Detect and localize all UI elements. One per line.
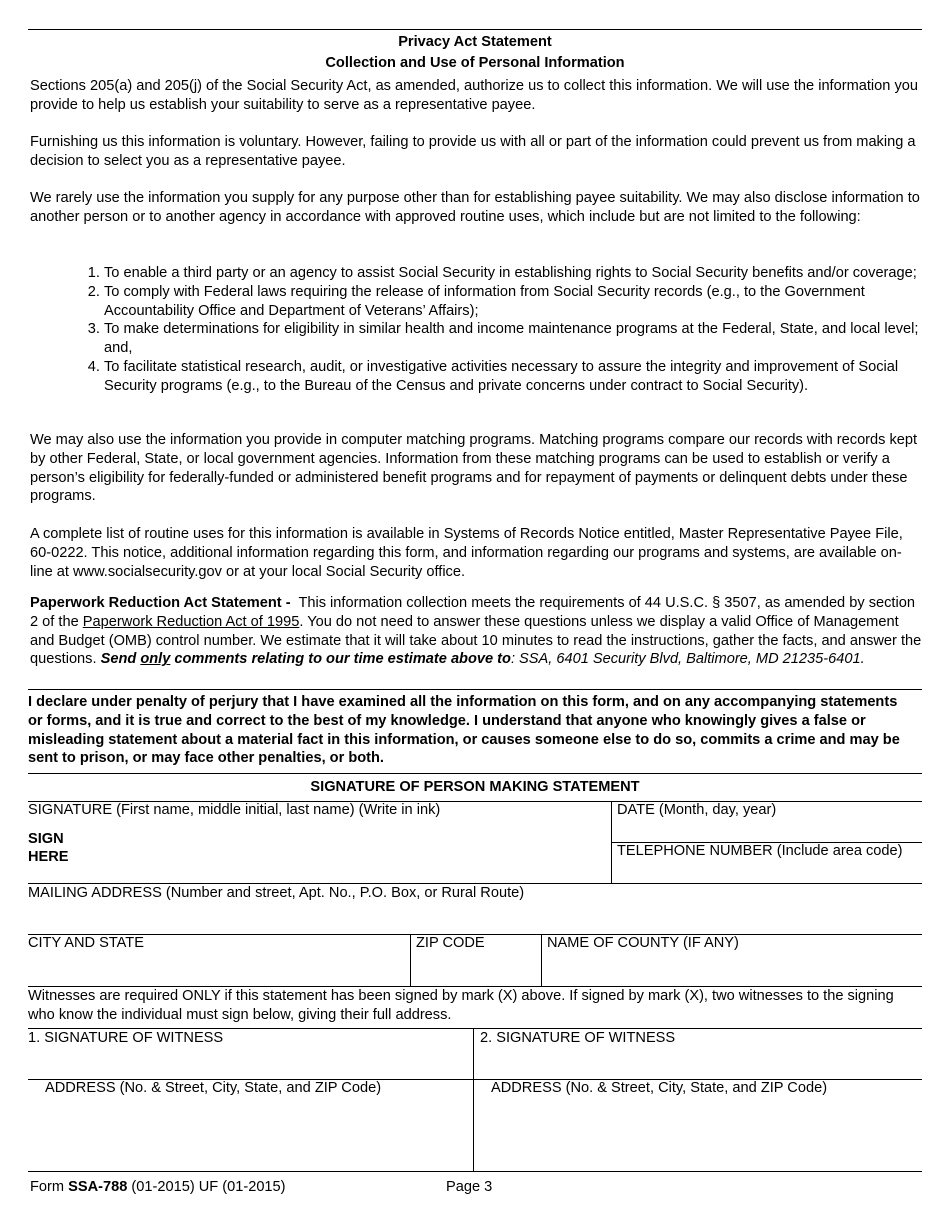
date-field[interactable] bbox=[617, 820, 917, 840]
signature-label: SIGNATURE (First name, middle initial, last name) (Write in ink) bbox=[28, 802, 441, 818]
witness-1-address-label: ADDRESS (No. & Street, City, State, and ZIP Code) bbox=[45, 1080, 382, 1096]
signature-field[interactable] bbox=[110, 822, 605, 880]
signature-top-rule bbox=[28, 773, 922, 774]
privacy-title: Privacy Act Statement bbox=[398, 34, 552, 50]
witness-divider bbox=[473, 1028, 474, 1171]
county-field[interactable] bbox=[547, 954, 917, 984]
top-rule bbox=[28, 29, 922, 30]
declaration-top-rule bbox=[28, 689, 922, 690]
privacy-paragraph-4: We may also use the information you provide in computer matching programs. Matching programs compare our records with records kept by other Federal, State, or local government agencies. Information from these matching programs can be used to establish or verify a person’s eligibility for federally-funded or administered benefit programs and for repayment of payments or delinquent debts under these programs. bbox=[30, 432, 918, 505]
witness-2-address-field[interactable] bbox=[480, 1100, 920, 1168]
list-item: 1. To enable a third party or an agency to assist Social Security in establishing rights to Social Security benefits and/or coverage; bbox=[104, 264, 934, 283]
send-address: : SSA, 6401 Security Blvd, Baltimore, MD 21235-6401. bbox=[510, 651, 865, 668]
witness-1-signature-label: 1. SIGNATURE OF WITNESS bbox=[28, 1030, 224, 1046]
mailing-address-label: MAILING ADDRESS (Number and street, Apt. No., P.O. Box, or Rural Route) bbox=[28, 885, 525, 901]
privacy-paragraph-1: Sections 205(a) and 205(j) of the Social Security Act, as amended, authorize us to collect this information. We will use the information you provide to help us establish your suitability to serve as a representative payee. bbox=[30, 78, 918, 113]
city-zip-divider bbox=[410, 934, 411, 986]
witness-1-signature-field[interactable] bbox=[28, 1049, 468, 1077]
privacy-paragraph-3: We rarely use the information you supply for any purpose other than for establishing payee suitability. We may also disclose information to another person or to another agency in accordance with approved routine uses, which include but are not limited to the following: bbox=[30, 190, 920, 225]
privacy-paragraph-5: A complete list of routine uses for this information is available in Systems of Records Notice entitled, Master Representative Payee File, 60-0222. This notice, additional information regarding this form, and information regarding our programs and systems, are available on-line at www.socialsecurity.gov or at your local Social Security office. bbox=[30, 526, 903, 580]
sign-here-line-2: HERE bbox=[28, 849, 69, 865]
date-label: DATE (Month, day, year) bbox=[617, 802, 777, 818]
city-state-field[interactable] bbox=[28, 954, 406, 984]
form-revision: (01-2015) UF (01-2015) bbox=[131, 1179, 286, 1195]
witness-1-address-field[interactable] bbox=[28, 1100, 468, 1168]
telephone-field[interactable] bbox=[617, 862, 917, 882]
perjury-declaration: I declare under penalty of perjury that I have examined all the information on this form, and on any accompanying statements or forms, and it is true and correct to the best of my knowledge. I understand that anyone who knowingly gives a false or misleading statement about a material fact in this information, or causes someone else to do so, commits a crime and may be sent to prison, or may face other penalties, or both. bbox=[28, 694, 900, 767]
form-identifier bbox=[30, 1178, 286, 1197]
city-state-label: CITY AND STATE bbox=[28, 935, 144, 951]
zip-code-field[interactable] bbox=[416, 954, 536, 984]
zip-code-label: ZIP CODE bbox=[416, 935, 485, 951]
paperwork-text-1: This information collection meets the requirements of 44 U.S.C. § 3507, as amended by section 2 of the bbox=[30, 595, 915, 630]
paperwork-act-link[interactable]: Paperwork Reduction Act of 1995 bbox=[82, 613, 300, 630]
mailing-address-field[interactable] bbox=[28, 904, 922, 932]
list-item: 2. To comply with Federal laws requiring the release of information from Social Security records (e.g., to the Government Accountability Office and Department of Veterans’ Affairs); bbox=[104, 283, 934, 321]
witness-2-signature-field[interactable] bbox=[480, 1049, 920, 1077]
privacy-paragraph-2: Furnishing us this information is voluntary. However, failing to provide us with all or part of the information could prevent us from making a decision to select you as a representative payee. bbox=[30, 134, 916, 169]
send-only-text: only bbox=[140, 651, 171, 668]
send-text-2: comments relating to our time estimate above to bbox=[174, 651, 511, 668]
signature-section-title: SIGNATURE OF PERSON MAKING STATEMENT bbox=[310, 779, 640, 795]
list-item: 3. To make determinations for eligibility in similar health and income maintenance programs at the Federal, State, and local level; and, bbox=[104, 320, 934, 358]
privacy-subtitle: Collection and Use of Personal Information bbox=[325, 55, 625, 71]
sign-here-line-1: SIGN bbox=[28, 831, 64, 847]
form-number: SSA-788 bbox=[68, 1179, 128, 1195]
routine-uses-list bbox=[86, 264, 934, 396]
witness-2-address-label: ADDRESS (No. & Street, City, State, and ZIP Code) bbox=[491, 1080, 828, 1096]
list-item: 4. To facilitate statistical research, audit, or investigative activities necessary to assure the integrity and improvement of Social Security programs (e.g., to the Bureau of the Census and private concerns under contract to Social Security). bbox=[104, 358, 934, 396]
paperwork-text-2: . You do not need to answer these questions unless we display a valid Office of Management and Budget (OMB) control number. We estimate that it will take about 10 minutes to read the instructions, gather the facts, and answer the questions. bbox=[30, 613, 922, 668]
witness-note: Witnesses are required ONLY if this statement has been signed by mark (X) above. If signed by mark (X), two witnesses to the signing who know the individual must sign below, giving their full address. bbox=[28, 988, 894, 1023]
county-label: NAME OF COUNTY (IF ANY) bbox=[547, 935, 739, 951]
telephone-label: TELEPHONE NUMBER (Include area code) bbox=[617, 843, 903, 859]
witness-2-signature-label: 2. SIGNATURE OF WITNESS bbox=[480, 1030, 676, 1046]
page-number: Page 3 bbox=[446, 1179, 493, 1195]
paperwork-heading: Paperwork Reduction Act Statement - bbox=[30, 595, 291, 611]
paperwork-statement bbox=[30, 594, 922, 669]
form-prefix: Form bbox=[30, 1179, 65, 1195]
witness-bottom-rule bbox=[28, 1171, 922, 1172]
zip-county-divider bbox=[541, 934, 542, 986]
send-text-1: Send bbox=[100, 651, 137, 668]
